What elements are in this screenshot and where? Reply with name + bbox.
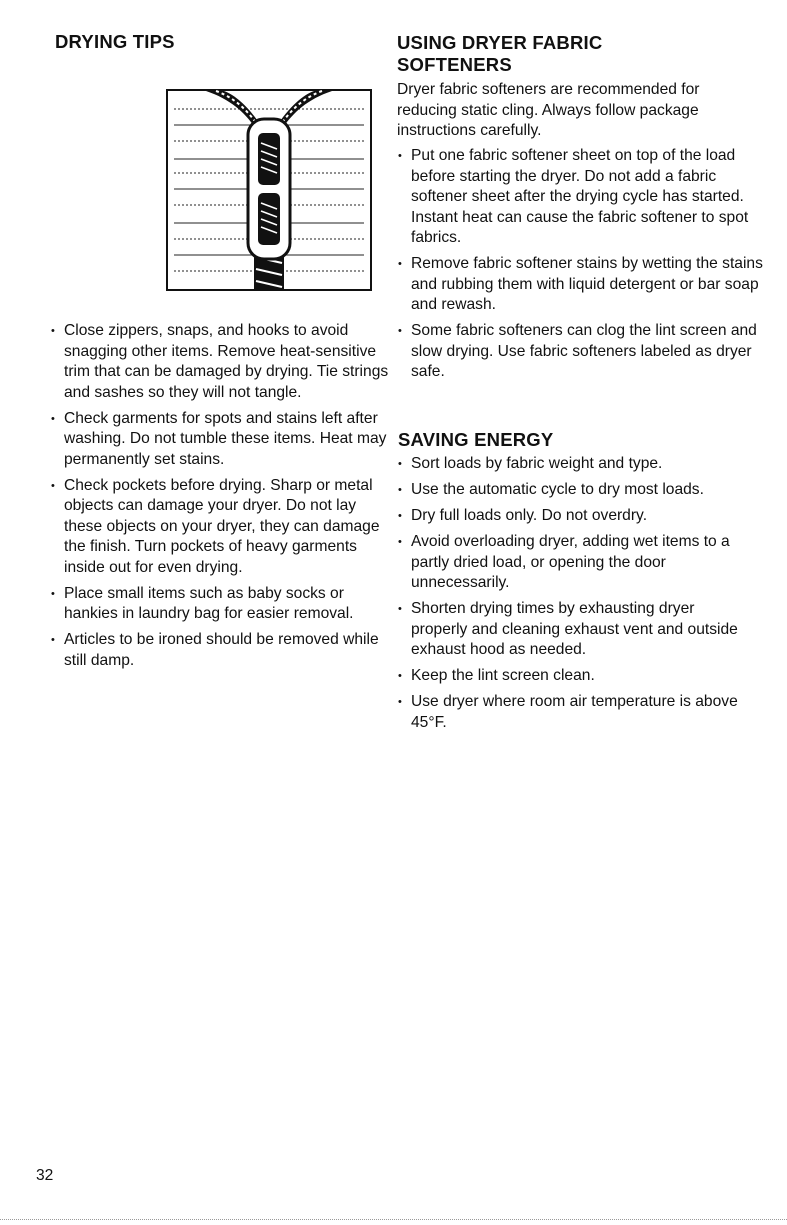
page-bottom-border	[0, 1219, 787, 1220]
saving-energy-heading: SAVING ENERGY	[398, 429, 554, 450]
list-item: • Use dryer where room air temperature is above 45°F.	[397, 692, 747, 733]
list-item: • Articles to be ironed should be removed while still damp.	[50, 630, 395, 671]
zipper-icon	[166, 89, 372, 291]
list-item: • Dry full loads only. Do not overdry.	[397, 506, 747, 527]
list-item: • Shorten drying times by exhausting dryer properly and cleaning exhaust vent and outside exhaust hood as needed.	[397, 599, 747, 661]
fabric-softeners-intro: Dryer fabric softeners are recommended for reducing static cling. Always follow package instructions carefully.	[397, 81, 700, 139]
list-item: • Keep the lint screen clean.	[397, 666, 747, 687]
list-item: • Check garments for spots and stains left after washing. Do not tumble these items. Heat may permanently set stains.	[50, 409, 395, 471]
list-item: • Close zippers, snaps, and hooks to avoid snagging other items. Remove heat-sensitive trim that can be damaged by drying. Tie strings and sashes so they will not tangle.	[50, 321, 395, 403]
drying-tips-list	[50, 321, 395, 677]
list-item: • Remove fabric softener stains by wetting the stains and rubbing them with liquid detergent or bar soap and rewash.	[397, 254, 772, 316]
list-item: • Sort loads by fabric weight and type.	[397, 454, 747, 475]
list-item: • Some fabric softeners can clog the lint screen and slow drying. Use fabric softeners labeled as dryer safe.	[397, 321, 772, 383]
list-item: • Check pockets before drying. Sharp or metal objects can damage your dryer. Do not lay these objects on your dryer, they can damage the finish. Turn pockets of heavy garments inside out for even drying.	[50, 476, 395, 579]
fabric-softeners-list	[397, 146, 772, 388]
drying-tips-heading: DRYING TIPS	[55, 31, 175, 52]
fabric-softeners-heading: USING DRYER FABRIC SOFTENERS	[397, 32, 603, 75]
list-item: • Use the automatic cycle to dry most loads.	[397, 480, 747, 501]
page-number: 32	[36, 1167, 54, 1184]
list-item: • Place small items such as baby socks or hankies in laundry bag for easier removal.	[50, 584, 395, 625]
list-item: • Avoid overloading dryer, adding wet items to a partly dried load, or opening the door unnecessarily.	[397, 532, 747, 594]
list-item: • Put one fabric softener sheet on top of the load before starting the dryer. Do not add a fabric softener sheet after the drying cycle has started. Instant heat can cause the fabric softener to spot fabrics.	[397, 146, 772, 249]
saving-energy-list	[397, 454, 747, 739]
